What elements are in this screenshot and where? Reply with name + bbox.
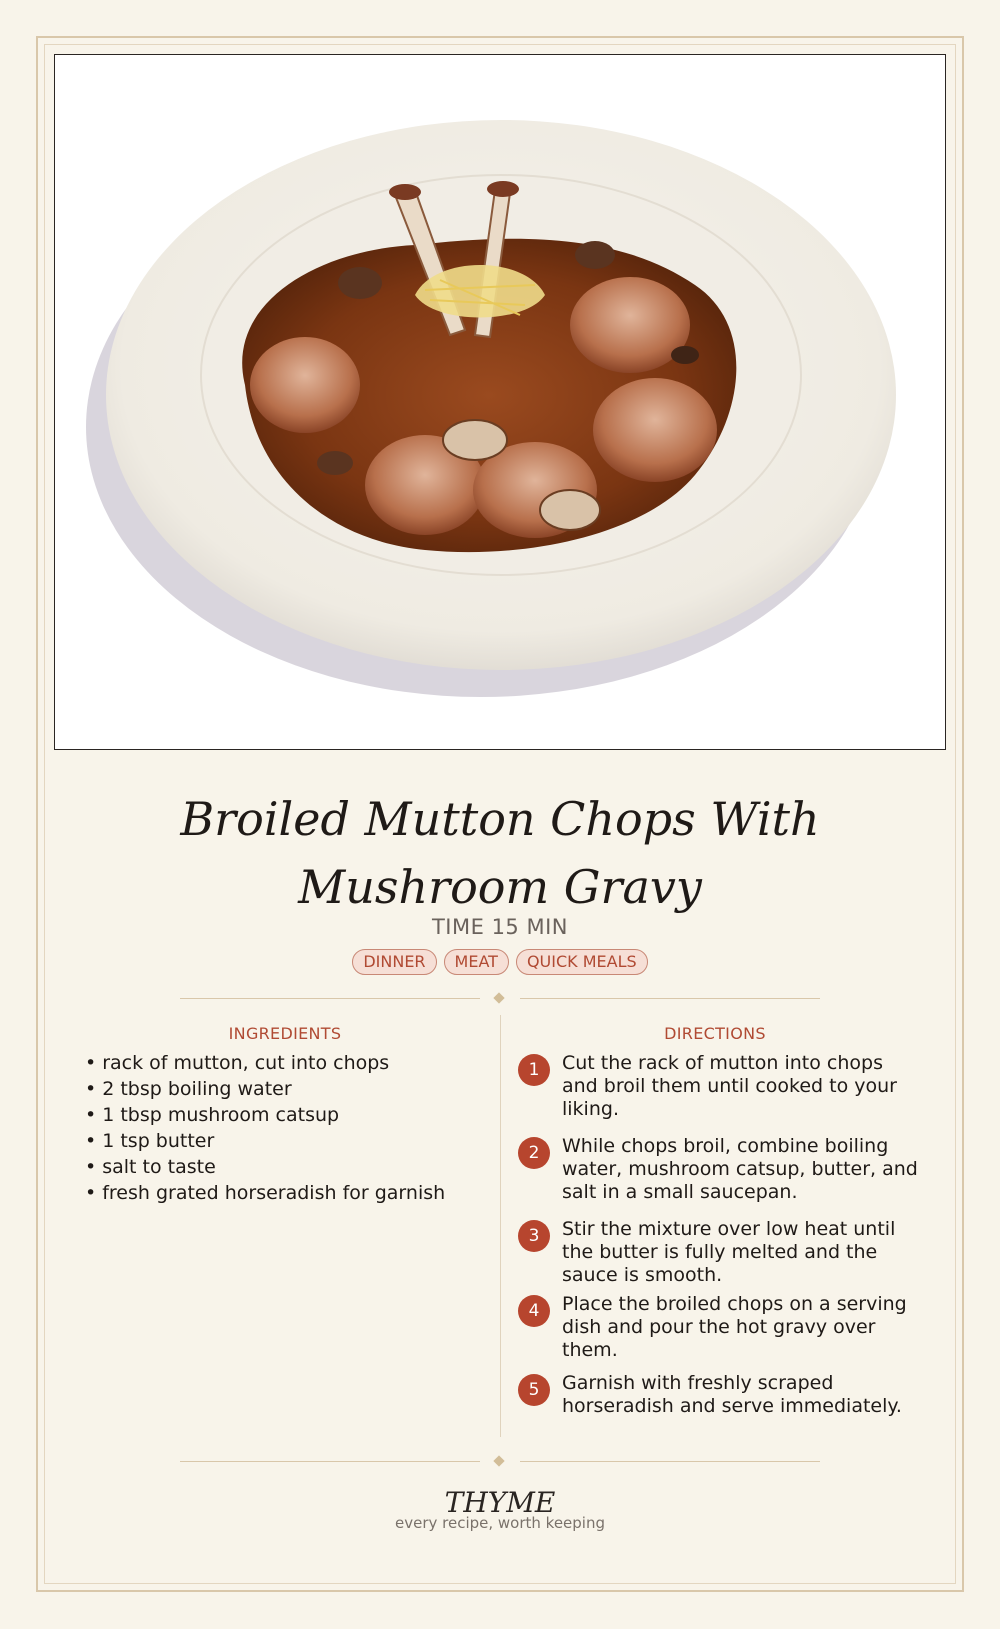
brand-tagline: every recipe, worth keeping: [394, 1514, 605, 1532]
cook-time: TIME 15 MIN: [431, 915, 568, 939]
step-text: While chops broil, combine boiling water, mushroom catsup, butter, and salt in a small saucepan.: [562, 1135, 918, 1203]
step-text: Stir the mixture over low heat until the butter is fully melted and the sauce is smooth.: [562, 1218, 896, 1286]
directions-heading: DIRECTIONS: [664, 1024, 766, 1043]
ingredients-heading: INGREDIENTS: [228, 1024, 342, 1043]
section-divider: [180, 992, 820, 1006]
step-text: Garnish with freshly scraped horseradish and serve immediately.: [562, 1372, 902, 1417]
ingredient-item: • 1 tsp butter: [85, 1130, 215, 1152]
column-separator: [500, 1015, 501, 1437]
ingredient-item: • 1 tbsp mushroom catsup: [85, 1104, 340, 1126]
ingredient-item: • rack of mutton, cut into chops: [85, 1052, 390, 1074]
step-text: Cut the rack of mutton into chops and broil them until cooked to your liking.: [562, 1052, 897, 1120]
recipe-title: Broiled Mutton Chops With Mushroom Gravy: [180, 792, 820, 914]
tag-badge[interactable]: MEAT: [444, 949, 509, 975]
step-number-badge: 2: [518, 1137, 550, 1169]
step-number-badge: 5: [518, 1374, 550, 1406]
ingredient-item: • salt to taste: [85, 1156, 216, 1178]
ingredients-list: [85, 1050, 485, 1206]
tag-badge[interactable]: DINNER: [352, 949, 436, 975]
tag-list: [0, 949, 1000, 975]
step-number-badge: 4: [518, 1295, 550, 1327]
ingredient-item: • 2 tbsp boiling water: [85, 1078, 292, 1100]
tag-badge[interactable]: QUICK MEALS: [516, 949, 648, 975]
footer-divider: [180, 1455, 820, 1469]
dish-illustration: [55, 55, 946, 750]
step-text: Place the broiled chops on a serving dish and pour the hot gravy over them.: [562, 1293, 907, 1361]
ingredient-item: • fresh grated horseradish for garnish: [85, 1182, 446, 1204]
recipe-hero-image: [54, 54, 946, 750]
brand-logo: THYME: [444, 1486, 556, 1519]
diamond-ornament-icon: [493, 992, 504, 1003]
step-number-badge: 3: [518, 1220, 550, 1252]
step-number-badge: 1: [518, 1054, 550, 1086]
diamond-ornament-icon: [493, 1455, 504, 1466]
